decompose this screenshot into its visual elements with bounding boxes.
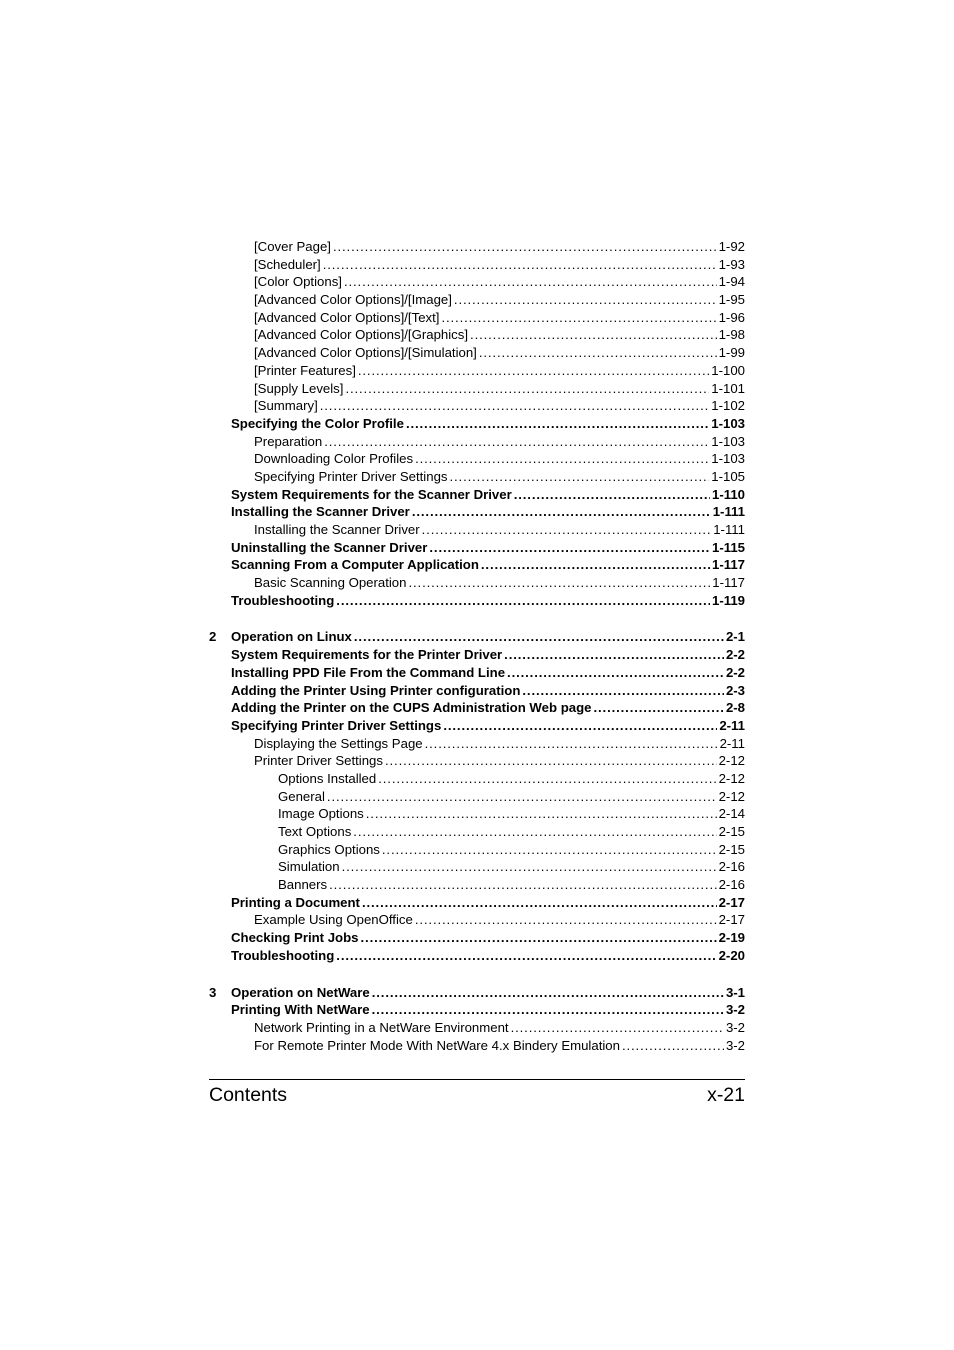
toc-entry-title: System Requirements for the Printer Driver [231, 647, 503, 663]
toc-entry-title: [Color Options] [254, 274, 342, 290]
toc-entry-page: 1-95 [718, 292, 745, 308]
dot-leader [372, 984, 724, 1002]
toc-entry[interactable] [209, 291, 745, 309]
toc-entry[interactable] [209, 326, 745, 344]
page-footer [209, 1079, 745, 1107]
dot-leader [479, 344, 717, 362]
toc-entry[interactable] [209, 628, 745, 646]
toc-entry-title: [Scheduler] [254, 256, 321, 272]
toc-section [209, 238, 745, 609]
toc-entry[interactable] [209, 539, 745, 557]
toc-entry[interactable] [209, 911, 745, 929]
toc-entry-page: 1-103 [711, 451, 745, 467]
dot-leader [422, 521, 712, 539]
toc-entry[interactable] [209, 947, 745, 965]
dot-leader [358, 362, 709, 380]
toc-entry[interactable] [209, 894, 745, 912]
dot-leader [429, 539, 710, 557]
toc-entry[interactable] [209, 752, 745, 770]
toc-entry[interactable] [209, 646, 745, 664]
dot-leader [415, 911, 717, 929]
toc-entry[interactable] [209, 929, 745, 947]
dot-leader [504, 646, 724, 664]
toc-entry-title: Text Options [278, 824, 352, 839]
toc-entry[interactable] [209, 486, 745, 504]
toc-entry[interactable] [209, 415, 745, 433]
dot-leader [514, 486, 710, 504]
toc-entry-title: Specifying Printer Driver Settings [231, 717, 442, 733]
toc-entry[interactable] [209, 788, 745, 806]
toc-entry-title: Graphics Options [278, 841, 380, 857]
toc-entry-title: Adding the Printer Using Printer configuration [231, 682, 521, 698]
dot-leader [441, 309, 716, 327]
toc-entry[interactable] [209, 770, 745, 788]
dot-leader [336, 947, 716, 965]
toc-entry[interactable] [209, 433, 745, 451]
toc-entry-title: Installing the Scanner Driver [231, 504, 410, 520]
footer-label: Contents [209, 1084, 288, 1106]
toc-entry-page: 2-2 [725, 664, 745, 680]
dot-leader [507, 664, 724, 682]
toc-entry[interactable] [209, 805, 745, 823]
dot-leader [354, 628, 724, 646]
dot-leader [412, 503, 711, 521]
toc-entry[interactable] [209, 256, 745, 274]
dot-leader [511, 1019, 724, 1037]
dot-leader [353, 823, 716, 841]
toc-entry-title: [Advanced Color Options]/[Text] [254, 309, 440, 325]
toc-entry-title: System Requirements for the Scanner Driver [231, 486, 512, 502]
toc-entry[interactable] [209, 380, 745, 398]
dot-leader [443, 717, 717, 735]
toc-entry-page: 3-2 [725, 1037, 745, 1053]
toc-entry[interactable] [209, 735, 745, 753]
dot-leader [327, 788, 717, 806]
dot-leader [470, 326, 717, 344]
dot-leader [345, 380, 709, 398]
toc-entry-title: Specifying Printer Driver Settings [254, 468, 448, 484]
dot-leader [406, 415, 709, 433]
toc-entry[interactable] [209, 858, 745, 876]
toc-entry[interactable] [209, 1019, 745, 1037]
toc-entry-page: 2-11 [719, 717, 745, 733]
toc-entry-page: 2-12 [718, 753, 745, 769]
chapter-number: 2 [209, 629, 217, 645]
toc-entry-page: 2-17 [718, 912, 745, 928]
toc-entry-page: 1-94 [718, 274, 745, 290]
dot-leader [425, 735, 718, 753]
toc-entry[interactable] [209, 1037, 745, 1055]
dot-leader [481, 556, 710, 574]
toc-entry[interactable] [209, 699, 745, 717]
toc-entry[interactable] [209, 362, 745, 380]
toc-entry-page: 1-117 [711, 557, 745, 573]
toc-entry-page: 2-17 [718, 894, 745, 910]
toc-entry-title: Preparation [254, 433, 323, 449]
toc-entry-title: Simulation [278, 859, 340, 875]
toc-entry[interactable] [209, 574, 745, 592]
toc-entry-title: Printing a Document [231, 894, 360, 910]
toc-entry[interactable] [209, 592, 745, 610]
toc-entry-title: Network Printing in a NetWare Environment [254, 1019, 509, 1035]
toc-entry-title: Troubleshooting [231, 947, 335, 963]
toc-entry-title: Operation on NetWare [231, 984, 370, 1000]
toc-entry-title: [Cover Page] [254, 239, 331, 254]
toc-entry-title: [Printer Features] [254, 362, 356, 378]
dot-leader [336, 592, 710, 610]
toc-entry[interactable] [209, 823, 745, 841]
dot-leader [385, 752, 717, 770]
toc-entry-title: Uninstalling the Scanner Driver [231, 539, 428, 555]
toc-entry-title: Example Using OpenOffice [254, 912, 413, 928]
toc-entry-page: 1-111 [713, 522, 745, 537]
dot-leader [320, 397, 710, 415]
toc-entry-page: 1-119 [711, 592, 745, 608]
toc-entry-title: Installing the Scanner Driver [254, 522, 420, 537]
toc-entry-page: 3-1 [725, 984, 745, 1000]
toc-entry-page: 1-100 [711, 362, 745, 378]
toc-entry-page: 1-96 [718, 309, 745, 325]
toc-entry-page: 2-8 [725, 700, 745, 716]
toc-entry-title: Downloading Color Profiles [254, 451, 414, 467]
dot-leader [362, 894, 717, 912]
toc-entry-page: 1-117 [712, 575, 745, 591]
dot-leader [372, 1001, 724, 1019]
toc-entry[interactable] [209, 984, 745, 1002]
toc-entry-title: [Supply Levels] [254, 380, 344, 396]
toc-entry[interactable] [209, 344, 745, 362]
toc-entry-page: 2-11 [719, 735, 745, 751]
toc-entry-page: 3-2 [725, 1019, 745, 1035]
toc-entry-page: 1-103 [711, 433, 745, 449]
toc-entry-page: 2-20 [718, 947, 745, 963]
dot-leader [408, 574, 710, 592]
toc-entry-title: Displaying the Settings Page [254, 735, 423, 751]
toc-entry-page: 1-110 [711, 486, 745, 502]
toc-entry-page: 2-16 [718, 877, 745, 893]
toc-entry-page: 2-12 [718, 788, 745, 804]
toc-entry-title: Specifying the Color Profile [231, 415, 404, 431]
toc-entry-title: Operation on Linux [231, 629, 352, 645]
dot-leader [378, 770, 716, 788]
dot-leader [454, 291, 717, 309]
toc-entry-page: 1-93 [718, 256, 745, 272]
toc-entry-page: 1-92 [718, 239, 745, 254]
dot-leader [342, 858, 717, 876]
toc-entry-title: [Advanced Color Options]/[Simulation] [254, 345, 477, 361]
dot-leader [522, 682, 724, 700]
dot-leader [622, 1037, 724, 1055]
toc-entry-page: 2-15 [718, 824, 745, 839]
toc-entry-title: Troubleshooting [231, 592, 335, 608]
dot-leader [323, 256, 717, 274]
toc-section [209, 984, 745, 1055]
toc-entry-title: Image Options [278, 806, 364, 822]
dot-leader [366, 805, 717, 823]
toc-section [209, 628, 745, 964]
toc-entry[interactable] [209, 682, 745, 700]
chapter-number: 3 [209, 984, 217, 1000]
toc-entry-page: 2-3 [725, 682, 745, 698]
toc-entry-title: Printing With NetWare [231, 1002, 370, 1018]
toc-entry-page: 1-99 [718, 345, 745, 361]
toc-entry[interactable] [209, 1001, 745, 1019]
toc-entry[interactable] [209, 273, 745, 291]
toc-entry-title: [Advanced Color Options]/[Graphics] [254, 327, 469, 343]
dot-leader [450, 468, 710, 486]
toc-entry[interactable] [209, 468, 745, 486]
toc-entry-title: Adding the Printer on the CUPS Administration Web page [231, 700, 592, 716]
table-of-contents [209, 238, 745, 1054]
toc-entry-page: 2-12 [718, 770, 745, 786]
toc-entry-page: 3-2 [725, 1002, 745, 1018]
toc-entry-page: 2-1 [725, 629, 745, 645]
dot-leader [333, 238, 717, 256]
toc-entry[interactable] [209, 717, 745, 735]
toc-entry-page: 1-111 [712, 504, 745, 520]
toc-entry-page: 2-16 [718, 859, 745, 875]
dot-leader [593, 699, 723, 717]
toc-entry-page: 1-115 [711, 539, 745, 555]
toc-entry[interactable] [209, 397, 745, 415]
toc-entry-page: 1-103 [711, 415, 745, 431]
toc-entry-title: General [278, 788, 325, 804]
toc-entry-title: [Advanced Color Options]/[Image] [254, 292, 452, 308]
dot-leader [415, 450, 709, 468]
toc-entry[interactable] [209, 309, 745, 327]
toc-entry-title: Printer Driver Settings [254, 753, 383, 769]
toc-entry-page: 2-19 [718, 930, 745, 946]
toc-entry-page: 1-101 [711, 380, 745, 396]
toc-entry[interactable] [209, 876, 745, 894]
toc-entry[interactable] [209, 556, 745, 574]
toc-entry-title: Banners [278, 877, 328, 893]
toc-entry-title: Checking Print Jobs [231, 930, 359, 946]
footer-page-number: x-21 [707, 1084, 745, 1106]
toc-entry-page: 2-2 [725, 647, 745, 663]
toc-entry[interactable] [209, 664, 745, 682]
toc-entry[interactable] [209, 450, 745, 468]
toc-entry-page: 2-15 [718, 841, 745, 857]
toc-entry-title: [Summary] [254, 398, 318, 414]
toc-entry[interactable] [209, 841, 745, 859]
toc-entry[interactable] [209, 521, 745, 539]
dot-leader [324, 433, 709, 451]
toc-entry-page: 1-105 [711, 468, 745, 484]
toc-entry-page: 1-98 [718, 327, 745, 343]
toc-entry-page: 1-102 [711, 398, 745, 414]
toc-entry-title: For Remote Printer Mode With NetWare 4.x Bindery Emulation [254, 1037, 620, 1053]
dot-leader [329, 876, 716, 894]
dot-leader [361, 929, 717, 947]
dot-leader [344, 273, 717, 291]
toc-entry-page: 2-14 [718, 806, 745, 822]
toc-entry-title: Installing PPD File From the Command Line [231, 664, 506, 680]
toc-entry-title: Scanning From a Computer Application [231, 557, 479, 573]
toc-entry-title: Basic Scanning Operation [254, 575, 407, 591]
toc-entry[interactable] [209, 238, 745, 256]
dot-leader [382, 841, 717, 859]
toc-entry-title: Options Installed [278, 770, 377, 786]
toc-entry[interactable] [209, 503, 745, 521]
